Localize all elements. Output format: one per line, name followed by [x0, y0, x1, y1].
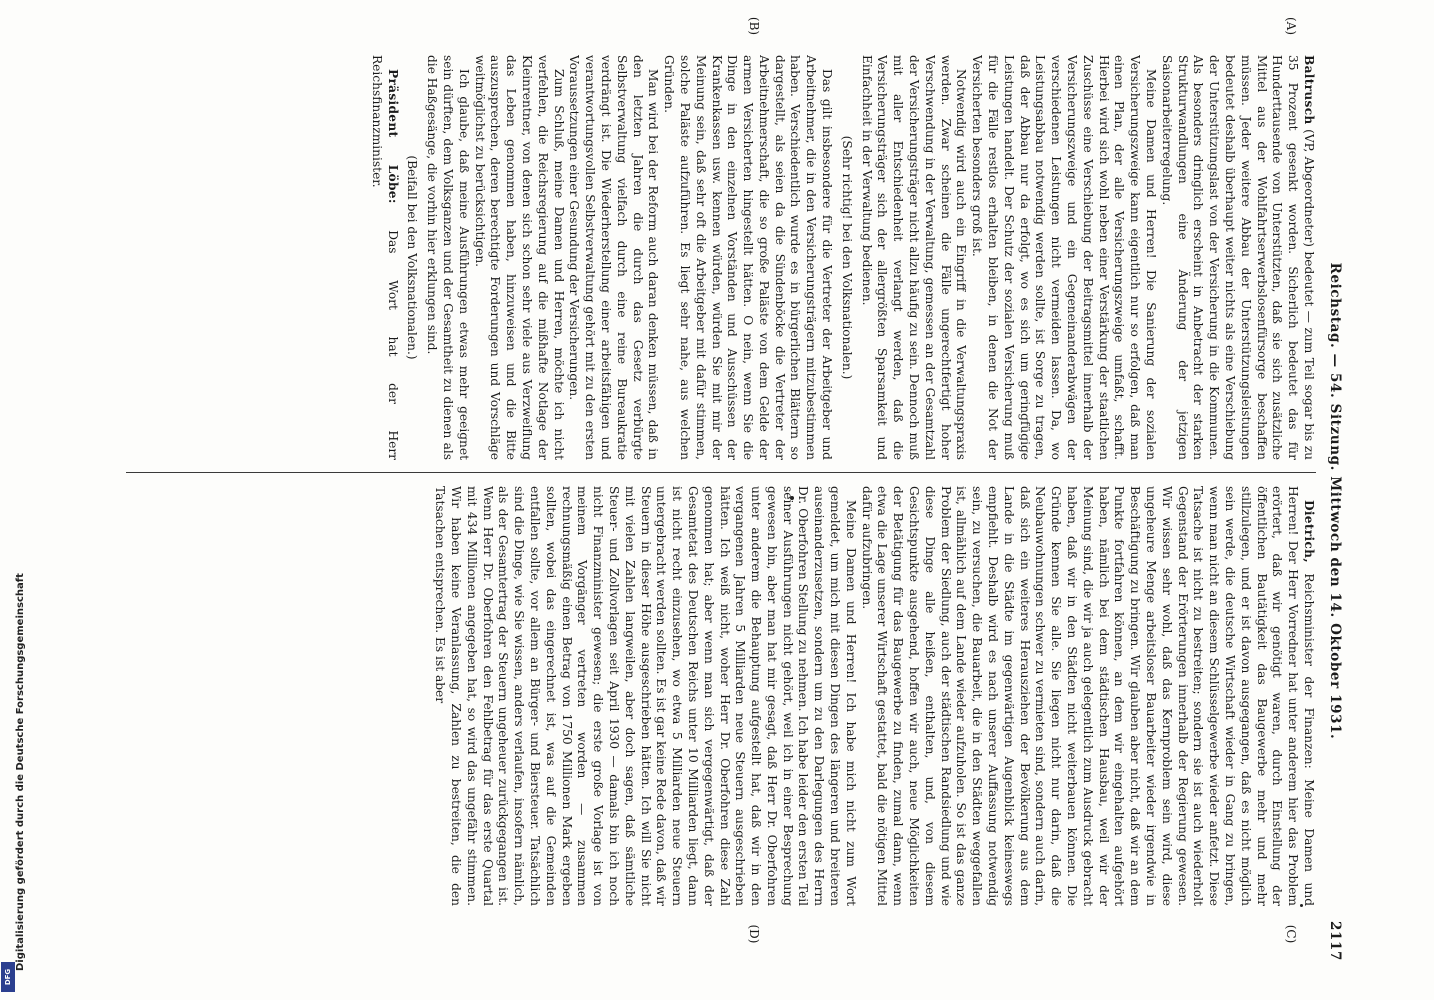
paragraph-text: (VP, Abgeordneter) bedeutet — zum Teil sogar bis zu 35 Prozent gesenkt worden. Sicherlich bedeutet das für Hunderttausende von Unterstützten, daß sie sich zusätzliche Mittel aus der Wohlfahrtserwerbslosenfürsorge beschaffen müssen. Jeder weitere Abbau der Unterstützungsleistungen bedeutet deshalb überhaupt weiter nichts als eine Verschiebung der Unterstützungslast von der Versicherung in die Kommunen. Als besonders dringlich erscheint in Anbetracht der starken Strukturwandlungen eine Änderung der jetzigen Saisonarbeiterregelung.	[1159, 55, 1316, 460]
margin-marker-d: (D)	[747, 924, 761, 944]
paragraph-text: Das Wort hat der Herr Reichsfinanzminister.	[369, 55, 400, 460]
paragraph: Zum Schluß, meine Damen und Herren, möchte ich nicht verfehlen, die Reichsregierung auf die mißhafte Notlage der Kleinrentner, von denen sich schon sehr viele aus Verzweiflung das Leben genommen haben, hinzuweisen und die Bitte auszusprechen, deren berechtigte Forderungen und Vorschläge weitmöglichst zu berücksichtigen.	[472, 55, 566, 460]
header-title: Reichstag. — 54. Sitzung. Mittwoch den 14. Oktober 1931.	[1326, 262, 1343, 740]
paragraph: Das gilt insbesondere für die Vertreter der Arbeitgeber und Arbeitnehmer, die in den Versicherungsträgern mitzubestimmen haben. Verschiedentlich wurde es in bürgerlichen Blättern so dargestellt, als seien da die Sündenböcke die Vertreter der Arbeitnehmerschaft, die so große Paläste von dem Gelde der armen Versicherten hingestellt hätten. O nein, wenn Sie die Dinge in den einzelnen Vorständen und Ausschüssen der Krankenkassen usw. kennen würden, würden Sie mit mir der Meinung sein, daß sehr oft die Arbeitgeber mit dafür stimmen, solche Paläste aufzuführen. Es liegt sehr nahe, aus welchen Gründen.	[662, 55, 835, 460]
speaker-name: Präsident Löbe:	[385, 69, 400, 204]
paragraph: Man wird bei der Reform auch daran denken müssen, daß in den letzten Jahren die durch das Gesetz verbürgte Selbstverwaltung vielfach durch eine reine Bureaukratie verdrängt ist. Die Wiederherstellung einer arbeitsfähigen und verantwortungsvollen Selbstverwaltung gehört mit zu den ersten Voraussetzungen einer Gesundung der Versicherungen.	[567, 55, 661, 460]
dfg-logo: DFG	[1, 962, 15, 992]
paragraph	[858, 486, 1316, 906]
margin-marker-c: (C)	[1284, 924, 1298, 944]
paragraph-text: Reichsminister der Finanzen: Meine Damen und Herren! Der Herr Vorredner hat unter anderem hier das Problem erörtert, daß wir genötigt waren, durch Einstellung der öffentlichen Bautätigkeit das Baugewerbe mehr und mehr stillzulegen, und er ist davon ausgegangen, daß es nicht möglich sein werde, die deutsche Wirtschaft wieder in Gang zu bringen, wenn man nicht an diesem Schlüsselgewerbe wieder anfetzt. Diese Tatsache ist nicht zu bestreiten; sondern sie ist auch wiederholt Gegenstand der Erörterungen innerhalb der Regierung gewesen. Wir wissen sehr wohl, daß das Kernproblem sein wird, diese ungeheure Menge arbeitsloser Bauarbeiter wieder irgendwie in Beschäftigung zu bringen. Wir glauben aber nicht, daß wir an dem Punkte fortfahren können, an dem wir eingehalten aufgehört haben, nämlich bei dem städtischen Hausbau, weil wir der Meinung sind, die wir ja auch gelegentlich zum Ausdruck gebracht haben, daß wir in den Städten nicht weiterbauen können. Die Gründe kennen Sie alle. Sie liegen nicht nur darin, daß die Neubauwohnungen schwer zu vermieten sind, sondern auch darin, daß sich ein weiteres Herausziehen der Bevölkerung aus dem Lande in die Städte im gegenwärtigen Augenblick keineswegs empfiehlt. Deshalb wird es nach unserer Auffassung notwendig sein, zu versuchen, die Bauarbeit, die in den Städten weggefallen ist, allmählich auf dem Lande wieder aufzuholen. So ist das ganze Problem der Siedlung, auch der städtischen Randsiedlung und wie diese Dinge alle heißen, enthalten, und, von diesem Gesichtspunkte ausgehend, hoffen wir auch, neue Möglichkeiten der Betätigung für das Baugewerbe zu finden, zumal dann, wenn etwa die Lage unserer Wirtschaft gestattet, bald die nötigen Mittel dafür aufzubringen.	[859, 486, 1316, 906]
newspaper-sheet	[106, 16, 1346, 961]
interjection: (Beifall bei den Volksnationalen.)	[405, 155, 420, 360]
paragraph: Meine Damen und Herren! Ich habe mich nicht zum Wort gemeldet, um mich mit diesen Dingen des längeren und breiteren auseinanderzusetzen, sondern um zu den Darlegungen des Herrn Dr. Oberfohren Stellung zu nehmen. Ich habe leider den ersten Teil seiner Ausführungen nicht gehört, weil ich in einer Besprechung gewesen bin, aber man hat mir gesagt, daß Herr Dr. Oberfohren unter anderem die Behauptung aufgestellt hat, daß wir in den vergangenen Jahren 5 Milliarden neue Steuern ausgeschrieben hätten. Ich weiß nicht, woher Herr Dr. Oberfohren diese Zahl genommen hat; aber wenn man sich vergegenwärtigt, daß der Gesamtetat des Deutschen Reichs unter 10 Milliarden liegt, dann ist nicht recht einzusehen, wo etwa 5 Milliarden neue Steuern untergebracht werden sollten. Es ist gar keine Rede davon, daß wir Steuern in dieser Höhe ausgeschrieben hätten. Ich will Sie nicht mit vielen Zahlen langweilen, aber doch sagen, daß sämtliche Steuer- und Zollvorlagen seit April 1930 — damals bin ich noch nicht Finanzminister gewesen; die erste große Vorlage ist von meinem Vorgänger vertreten worden — zusammen rechnungsmäßig einen Betrag von 1750 Millionen Mark ergeben sollten, wobei das eingerechnet ist, was auf die Gemeinden entfallen sollte, vor allem an Bürger- und Biersteuer. Tatsächlich sind die Dinge, wie Sie wissen, anders verlaufen, insofern nämlich, als der Gesamtertrag der Steuern ungeheuer zurückgegangen ist. Wenn Herr Dr. Oberfohren den Fehlbetrag für das erste Quartal mit 434 Millionen angegeben hat, so wird das ungefähr stimmen. Wir haben keine Veranlassung, Zahlen zu bestreiten, die den Tatsachen entsprechen. Es ist aber	[433, 486, 858, 906]
page-header	[1322, 41, 1346, 961]
digitization-credit: Digitalisierung gefördert durch die Deutsche Forschungsgemeinschaft	[15, 573, 26, 971]
speaker-name: Dietrich,	[1302, 500, 1316, 563]
column-divider	[126, 472, 1316, 473]
margin-marker-a: (A)	[1284, 16, 1298, 36]
right-column	[121, 486, 1316, 906]
paragraph: Ich glaube, daß meine Ausführungen etwas mehr geeignet sein dürften, dem Volksganzen und der Gesamtheit zu dienen als die Haßgesänge, die vorhin hier erklungen sind.	[425, 55, 471, 460]
speaker-name: Baltrusch	[1302, 55, 1316, 125]
paragraph: Meine Damen und Herren! Die Sanierung der sozialen Versicherungszweige kann eigentlich nur so erfolgen, daß man einen Plan, der alle Versicherungszweige umfaßt, schafft. Hierbei wird sich wohl neben einer Verstärkung der staatlichen Zuschüsse eine Verschiebung der Beitragsmittel innerhalb der Versicherungszweige und ein Gegeneinanderabwägen der verschiedenen Leistungen nicht vermeiden lassen. Da, wo Leistungsabbau notwendig werden sollte, ist Sorge zu tragen, daß der Abbau nur da erfolgt, wo es sich um geringfügige Leistungen handelt. Der Schutz der sozialen Versicherung muß für die Fälle restlos erhalten bleiben, in denen die Not der Versicherten besonders groß ist.	[970, 55, 1159, 460]
margin-marker-b: (B)	[747, 16, 761, 36]
paragraph	[1158, 55, 1316, 460]
interjection: (Sehr richtig! bei den Volksnationalen.)	[839, 135, 854, 380]
paragraph: Notwendig wird auch ein Eingriff in die Verwaltungspraxis werden. Zwar scheinen die Fälle ungerechtfertigt hoher Verschwendung in der Verwaltung, gemessen an der Gesamtzahl der Versicherungsträger nicht allzu häufig zu sein. Dennoch muß mit aller Entschiedenheit verlangt werden, daß die Versicherungsträger sich der allergrößten Sparsamkeit und Einfachheit in der Verwaltung bedienen.	[859, 55, 969, 460]
page-number: 2117	[1326, 921, 1343, 961]
left-column	[121, 55, 1316, 460]
paragraph	[368, 55, 400, 460]
